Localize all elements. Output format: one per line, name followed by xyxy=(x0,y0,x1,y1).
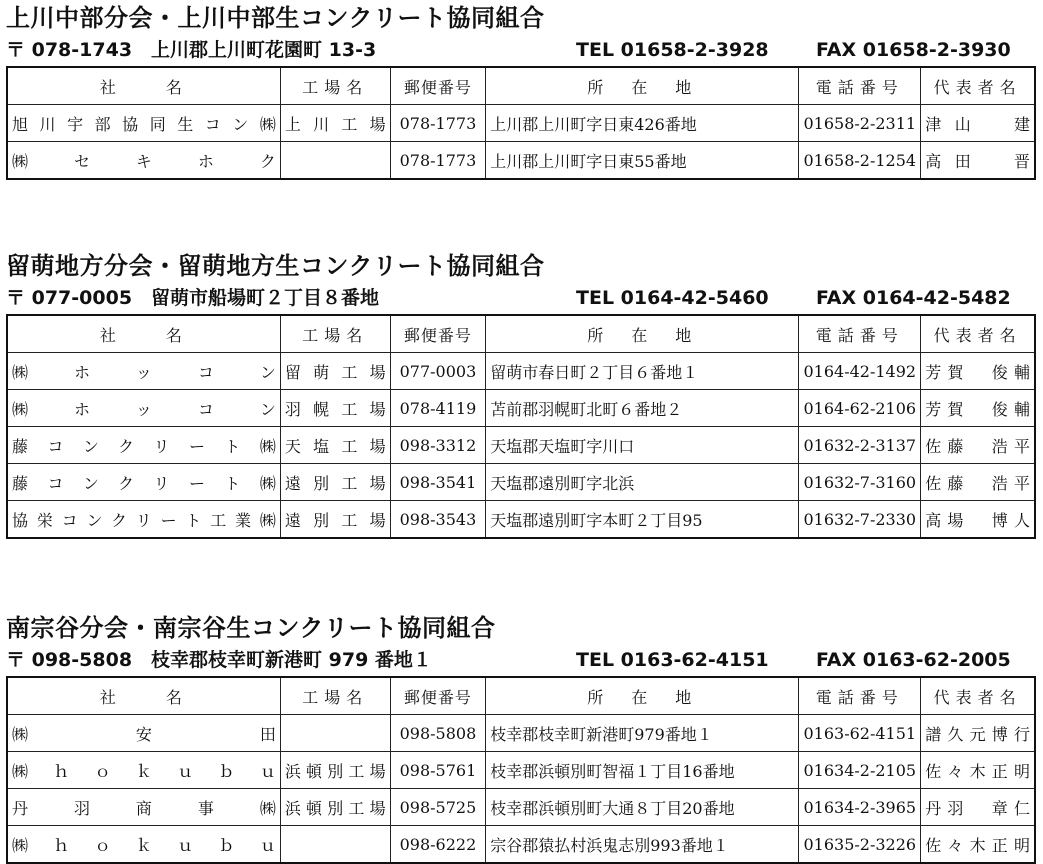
header-plant: 工場名 xyxy=(280,315,390,353)
table-row xyxy=(7,142,1035,180)
company-name: ㈱安田 xyxy=(7,715,280,752)
representative: 佐藤 浩平 xyxy=(921,427,1035,464)
address: 枝幸郡浜頓別町大通８丁目20番地 xyxy=(486,789,799,826)
postal-code: 098-3541 xyxy=(390,464,486,501)
plant-name: 天塩工場 xyxy=(280,427,390,464)
phone: 0163-62-4151 xyxy=(799,715,921,752)
header-address: 所 在 地 xyxy=(486,67,799,105)
section-title: 南宗谷分会・南宗谷生コンクリート協同組合 xyxy=(6,614,496,642)
table-row xyxy=(7,105,1035,142)
address: 天塩郡遠別町字北浜 xyxy=(486,464,799,501)
header-rep: 代表者名 xyxy=(921,315,1035,353)
company-name: 藤コンクリート㈱ xyxy=(7,464,280,501)
section-tel: TEL 01658-2-3928 xyxy=(576,39,769,61)
section-title: 上川中部分会・上川中部生コンクリート協同組合 xyxy=(6,4,545,32)
section-title: 留萌地方分会・留萌地方生コンクリート協同組合 xyxy=(6,252,545,280)
table-row xyxy=(7,427,1035,464)
plant-name: 上川工場 xyxy=(280,105,390,142)
section-contact xyxy=(6,36,1036,64)
header-rep: 代表者名 xyxy=(921,67,1035,105)
phone: 0164-42-1492 xyxy=(799,353,921,390)
section-contact xyxy=(6,646,1036,674)
section-tel: TEL 0163-62-4151 xyxy=(576,649,769,671)
table-row xyxy=(7,715,1035,752)
header-plant: 工場名 xyxy=(280,67,390,105)
company-name: ㈱ホッコン xyxy=(7,390,280,427)
company-name: 協栄コンクリート工業㈱ xyxy=(7,501,280,539)
table-row xyxy=(7,826,1035,864)
address: 留萌市春日町２丁目６番地１ xyxy=(486,353,799,390)
representative: 芳賀 俊輔 xyxy=(921,353,1035,390)
phone: 01635-2-3226 xyxy=(799,826,921,864)
postal-code: 078-1773 xyxy=(390,105,486,142)
address: 宗谷郡猿払村浜鬼志別993番地１ xyxy=(486,826,799,864)
representative: 佐藤 浩平 xyxy=(921,464,1035,501)
header-tel: 電話番号 xyxy=(799,315,921,353)
section-address: 〒 077-0005 留萌市船場町２丁目８番地 xyxy=(6,287,380,309)
header-company: 社 名 xyxy=(7,315,280,353)
plant-name xyxy=(280,715,390,752)
address: 枝幸郡浜頓別町智福１丁目16番地 xyxy=(486,752,799,789)
table-row xyxy=(7,752,1035,789)
postal-code: 098-3543 xyxy=(390,501,486,539)
postal-code: 077-0003 xyxy=(390,353,486,390)
header-address: 所 在 地 xyxy=(486,677,799,715)
header-tel: 電話番号 xyxy=(799,67,921,105)
section-contact xyxy=(6,284,1036,312)
address: 上川郡上川町字日東55番地 xyxy=(486,142,799,180)
member-table xyxy=(6,66,1036,180)
postal-code: 078-4119 xyxy=(390,390,486,427)
address: 天塩郡天塩町字川口 xyxy=(486,427,799,464)
phone: 01632-7-3160 xyxy=(799,464,921,501)
table-header-row xyxy=(7,677,1035,715)
representative: 佐々木正明 xyxy=(921,826,1035,864)
representative: 津山 建 xyxy=(921,105,1035,142)
postal-code: 098-5725 xyxy=(390,789,486,826)
representative: 高田 晋 xyxy=(921,142,1035,180)
representative: 佐々木正明 xyxy=(921,752,1035,789)
company-name: ㈱セキホク xyxy=(7,142,280,180)
table-row xyxy=(7,390,1035,427)
plant-name xyxy=(280,826,390,864)
address: 苫前郡羽幌町北町６番地２ xyxy=(486,390,799,427)
table-row xyxy=(7,464,1035,501)
address: 天塩郡遠別町字本町２丁目95 xyxy=(486,501,799,539)
plant-name: 遠別工場 xyxy=(280,501,390,539)
phone: 01658-2-2311 xyxy=(799,105,921,142)
section-tel: TEL 0164-42-5460 xyxy=(576,287,769,309)
phone: 0164-62-2106 xyxy=(799,390,921,427)
header-postal: 郵便番号 xyxy=(390,677,486,715)
address: 枝幸郡枝幸町新港町979番地１ xyxy=(486,715,799,752)
phone: 01632-2-3137 xyxy=(799,427,921,464)
representative: 高場 博人 xyxy=(921,501,1035,539)
postal-code: 098-5761 xyxy=(390,752,486,789)
representative: 芳賀 俊輔 xyxy=(921,390,1035,427)
table-header-row xyxy=(7,315,1035,353)
plant-name: 遠別工場 xyxy=(280,464,390,501)
company-name: 藤コンクリート㈱ xyxy=(7,427,280,464)
table-row xyxy=(7,501,1035,539)
header-company: 社 名 xyxy=(7,677,280,715)
section-address: 〒 098-5808 枝幸郡枝幸町新港町 979 番地１ xyxy=(6,649,432,671)
member-table xyxy=(6,314,1036,539)
section-fax: FAX 01658-2-3930 xyxy=(816,39,1011,61)
company-name: 丹羽商事㈱ xyxy=(7,789,280,826)
postal-code: 098-3312 xyxy=(390,427,486,464)
header-postal: 郵便番号 xyxy=(390,315,486,353)
header-plant: 工場名 xyxy=(280,677,390,715)
postal-code: 098-6222 xyxy=(390,826,486,864)
header-address: 所 在 地 xyxy=(486,315,799,353)
section-fax: FAX 0163-62-2005 xyxy=(816,649,1011,671)
company-name: ㈱ホッコン xyxy=(7,353,280,390)
company-name: 旭川宇部協同生コン㈱ xyxy=(7,105,280,142)
phone: 01632-7-2330 xyxy=(799,501,921,539)
plant-name: 浜頓別工場 xyxy=(280,752,390,789)
section-fax: FAX 0164-42-5482 xyxy=(816,287,1011,309)
header-rep: 代表者名 xyxy=(921,677,1035,715)
table-header-row xyxy=(7,67,1035,105)
phone: 01634-2-3965 xyxy=(799,789,921,826)
address: 上川郡上川町字日東426番地 xyxy=(486,105,799,142)
postal-code: 078-1773 xyxy=(390,142,486,180)
phone: 01658-2-1254 xyxy=(799,142,921,180)
plant-name: 羽幌工場 xyxy=(280,390,390,427)
header-company: 社 名 xyxy=(7,67,280,105)
company-name: ㈱ｈｏｋｕｂｕ xyxy=(7,752,280,789)
plant-name xyxy=(280,142,390,180)
header-postal: 郵便番号 xyxy=(390,67,486,105)
header-tel: 電話番号 xyxy=(799,677,921,715)
postal-code: 098-5808 xyxy=(390,715,486,752)
table-row xyxy=(7,789,1035,826)
section-address: 〒 078-1743 上川郡上川町花園町 13-3 xyxy=(6,39,377,61)
company-name: ㈱ｈｏｋｕｂｕ xyxy=(7,826,280,864)
representative: 丹羽 章仁 xyxy=(921,789,1035,826)
representative: 譜久元博行 xyxy=(921,715,1035,752)
table-row xyxy=(7,353,1035,390)
plant-name: 留萌工場 xyxy=(280,353,390,390)
phone: 01634-2-2105 xyxy=(799,752,921,789)
member-table xyxy=(6,676,1036,864)
plant-name: 浜頓別工場 xyxy=(280,789,390,826)
